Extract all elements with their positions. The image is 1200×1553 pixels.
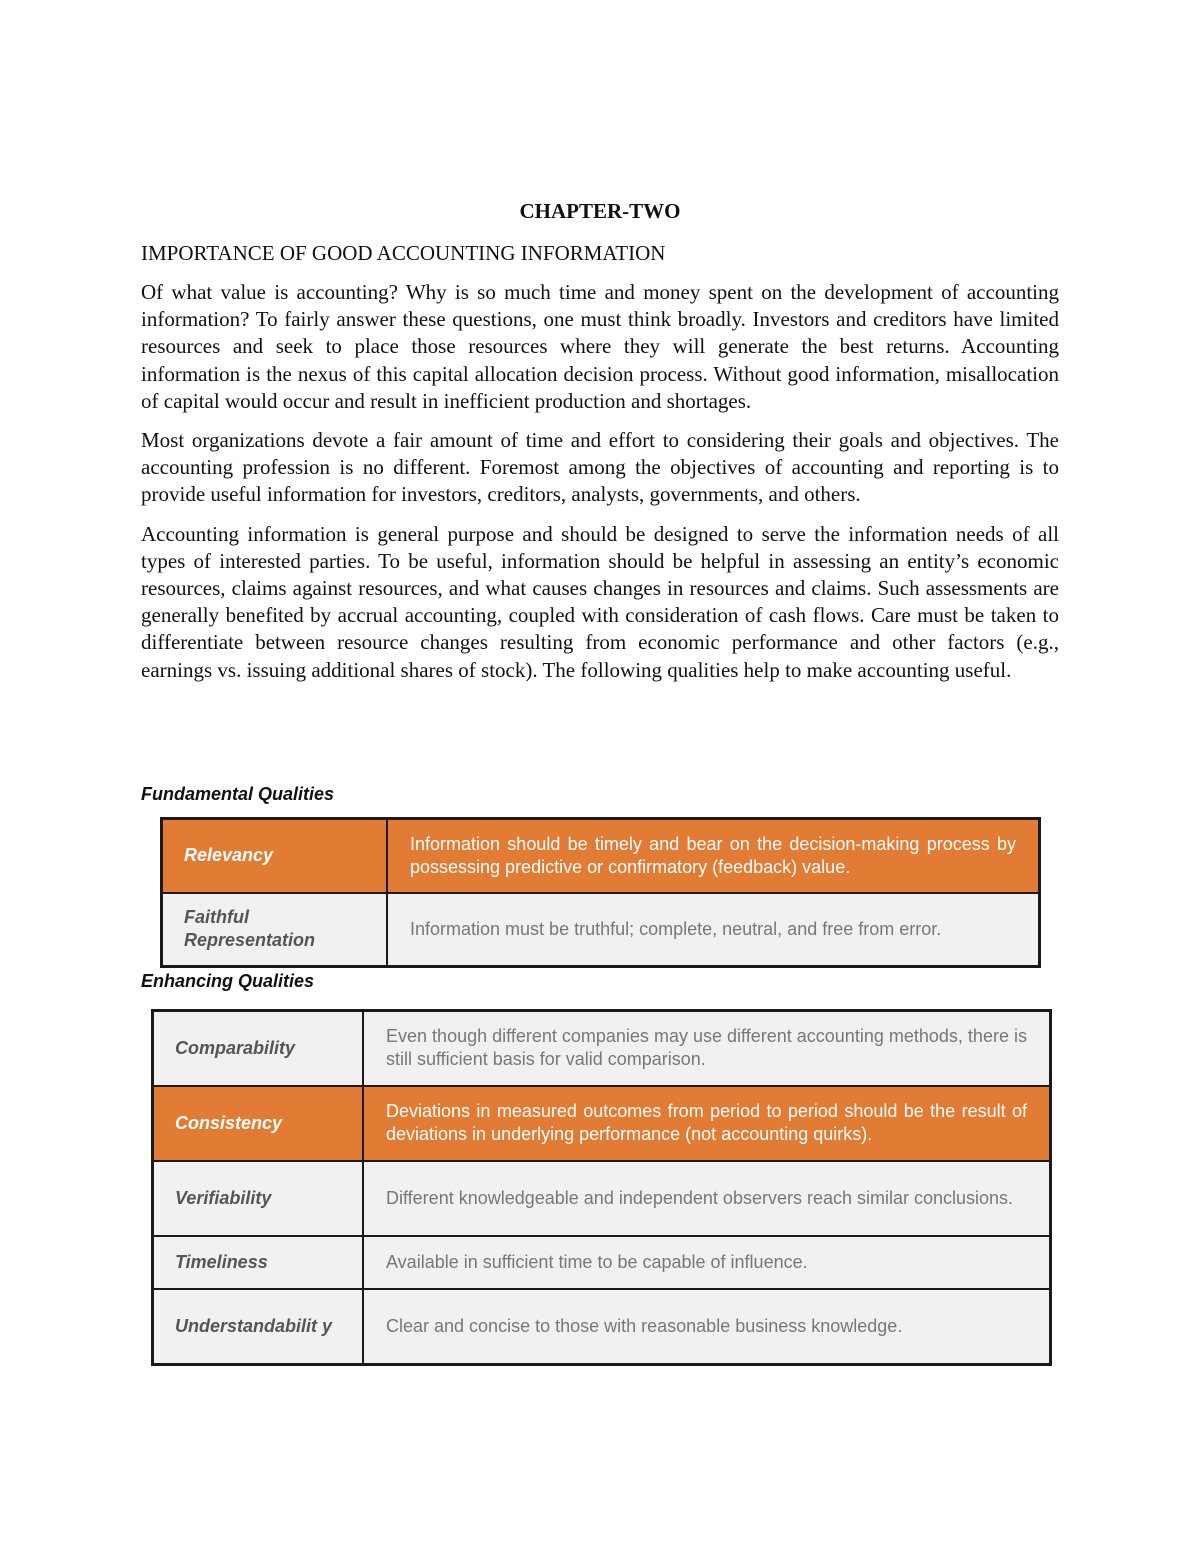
table-row <box>153 1161 1051 1236</box>
table-row <box>162 893 1040 967</box>
quality-description: Even though different companies may use different accounting methods, there is still sufficient basis for valid comparison. <box>363 1011 1051 1086</box>
quality-description: Clear and concise to those with reasonable business knowledge. <box>363 1289 1051 1365</box>
quality-label: Timeliness <box>153 1236 364 1289</box>
quality-label: Comparability <box>153 1011 364 1086</box>
quality-label: Consistency <box>153 1086 364 1161</box>
enhancing-qualities-table <box>151 1009 1052 1366</box>
quality-description: Available in sufficient time to be capable of influence. <box>363 1236 1051 1289</box>
quality-description: Information must be truthful; complete, neutral, and free from error. <box>387 893 1040 967</box>
fundamental-qualities-heading: Fundamental Qualities <box>141 784 335 804</box>
quality-label: Verifiability <box>153 1161 364 1236</box>
quality-label: Understandabilit y <box>153 1289 364 1365</box>
table-row <box>153 1236 1051 1289</box>
quality-description: Information should be timely and bear on the decision-making process by possessing predictive or confirmatory (feedback) value. <box>387 819 1040 893</box>
paragraph: Most organizations devote a fair amount of time and effort to considering their goals and objectives. The accounting profession is no different. Foremost among the objectives of accounting and reporting is to provide useful information for investors, creditors, analysts, governments, and others. <box>141 428 1059 507</box>
section-heading: IMPORTANCE OF GOOD ACCOUNTING INFORMATION <box>141 241 666 265</box>
quality-label: Faithful Representation <box>162 893 388 967</box>
quality-label: Relevancy <box>162 819 388 893</box>
table-row <box>153 1011 1051 1086</box>
table-row <box>162 819 1040 893</box>
fundamental-qualities-table <box>160 817 1041 968</box>
chapter-title: CHAPTER-TWO <box>519 199 681 223</box>
quality-description: Different knowledgeable and independent observers reach similar conclusions. <box>363 1161 1051 1236</box>
table-row <box>153 1289 1051 1365</box>
paragraph: Accounting information is general purpose and should be designed to serve the information needs of all types of interested parties. To be useful, information should be helpful in assessing an entity’s economic resources, claims against resources, and what causes changes in resources and claims. Such assessments are generally benefited by accrual accounting, coupled with consideration of cash flows. Care must be taken to differentiate between resource changes resulting from economic performance and other factors (e.g., earnings vs. issuing additional shares of stock). The following qualities help to make accounting useful. <box>141 521 1059 682</box>
document-body <box>141 197 1059 684</box>
enhancing-qualities-heading: Enhancing Qualities <box>141 971 315 991</box>
quality-description: Deviations in measured outcomes from period to period should be the result of deviations in underlying performance (not accounting quirks). <box>363 1086 1051 1161</box>
table-row <box>153 1086 1051 1161</box>
paragraph: Of what value is accounting? Why is so much time and money spent on the development of accounting information? To fairly answer these questions, one must think broadly. Investors and creditors have limited resources and seek to place those resources where they will generate the best returns. Accounting information is the nexus of this capital allocation decision process. Without good information, misallocation of capital would occur and result in inefficient production and shortages. <box>141 280 1059 413</box>
